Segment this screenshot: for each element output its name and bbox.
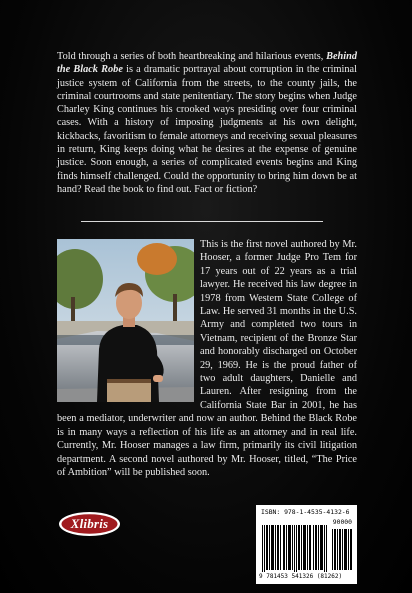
author-bio-text: This is the first novel authored by Mr. Hooser, a former Judge Pro Tem for 17 years out of 22 years as a trial lawyer. He received his law degree in 1978 from Western State College of Law. He served 31 months in the U.S. Army and completed two tours in Vietnam, recipient of the Bronze Star and honorably discharged on October 29, 1969. He is the proud father of two adult daughters, Danielle and Lauren. After resigning from the California State Bar in 2001, he has been a mediator, underwriter and now an author. Behind the Black Robe is in many ways a reflection of his life as an attorney and in real life. Currently, Mr. Hooser manages a law firm, primarily its civil litigation department. A second novel authored by Mr. Hooser, titled, “The Price of Ambition” will be published soon.: [57, 239, 357, 478]
photo-spacer: [57, 238, 200, 402]
synopsis-intro: Told through a series of both heartbreaking and hilarious events,: [57, 51, 324, 62]
isbn-label: ISBN: 978-1-4535-4132-6: [261, 508, 350, 516]
barcode-addon: (81262): [316, 573, 343, 580]
divider-rule: [81, 221, 323, 222]
price-code: 90000: [332, 518, 352, 526]
book-title: Behind the Black Robe: [57, 51, 358, 76]
barcode-number: 9 781453 541326: [259, 573, 314, 580]
barcode-digits: [259, 573, 342, 580]
synopsis-body: is a dramatic portrayal about corruption in the criminal justice system of California from the streets, to the county jails, the criminal courtrooms and state penitentiary. The story begins when Judge Charley King continues his crooked ways presiding over four criminal cases. With a history of imposing judgments at his own delight, kickbacks, favoritism to female attorneys and receiving sexual pleasures in return, King keeps doing what he desires at the expense of genuine justice. Soon enough, a series of complicated events begins and King finds himself challenged. Could the opportunity to bring him down be at hand? Read the book to find out. Fact or fiction?: [57, 64, 357, 195]
synopsis-paragraph: [57, 50, 357, 196]
author-bio: [57, 238, 357, 479]
isbn-barcode: [256, 505, 357, 584]
publisher-logo: [58, 511, 121, 537]
publisher-logo-text: Xlibris: [70, 516, 109, 531]
